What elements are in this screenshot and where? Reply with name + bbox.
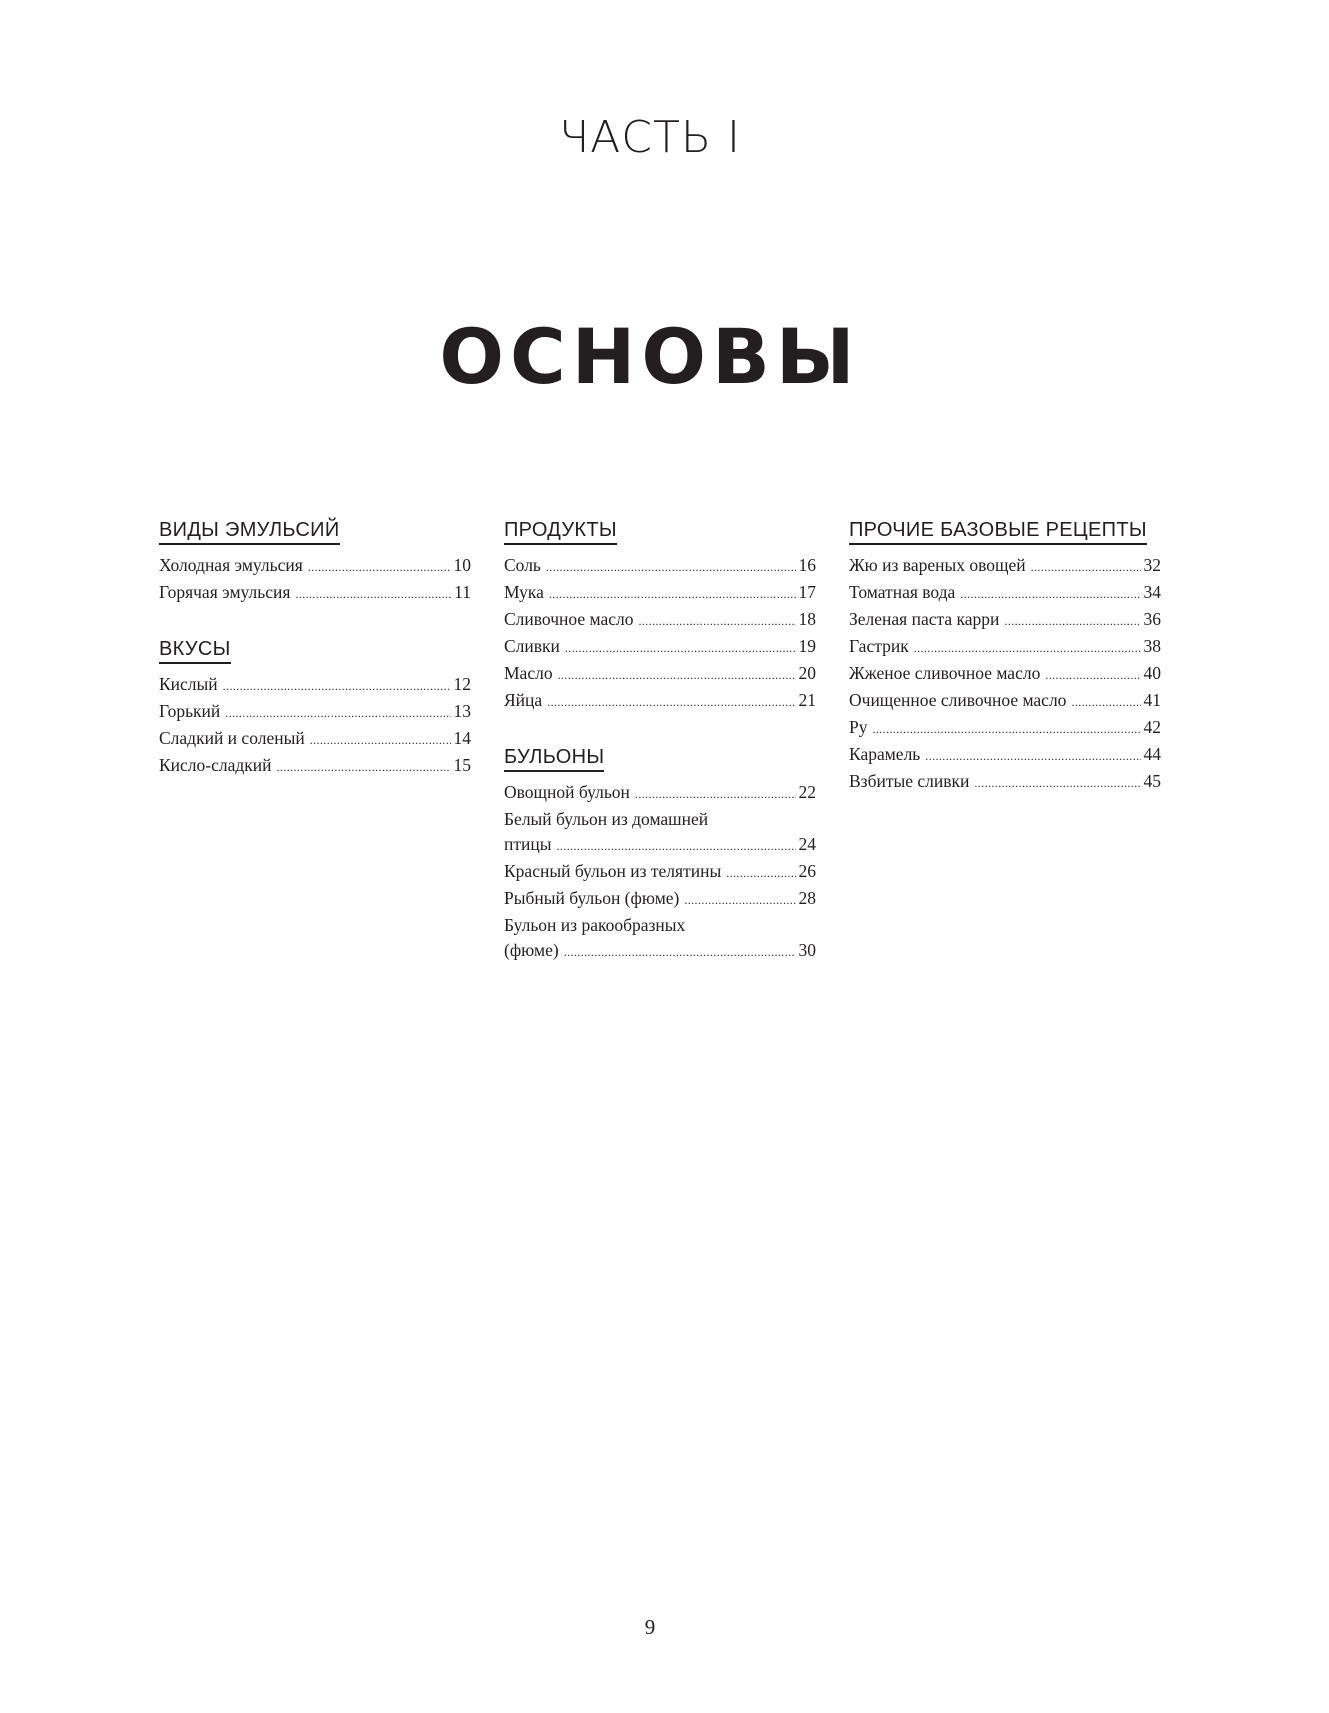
entry-label-line1: Бульон из ракообразных [504,915,686,935]
dot-leader [295,582,451,607]
entry-label: (фюме) [504,940,559,960]
entry-page: 18 [798,609,816,629]
toc-entry[interactable] [504,580,816,607]
entry-label: Гастрик [849,636,909,656]
dot-leader [549,582,796,607]
entry-label: Кисло-сладкий [159,755,272,775]
entry-label: Жженое сливочное масло [849,663,1041,683]
toc-entry[interactable] [504,661,816,688]
entry-label: Яйца [504,690,543,710]
chapter-title: ОСНОВЫ [439,312,861,401]
toc-entry[interactable] [849,742,1161,769]
entry-page: 17 [798,582,816,602]
entry-page: 11 [454,582,471,602]
toc-entry[interactable] [504,634,816,661]
entry-page: 40 [1143,663,1161,683]
entry-label: Взбитые сливки [849,771,970,791]
entry-page: 42 [1143,717,1161,737]
entry-page: 36 [1143,609,1161,629]
entry-label: Холодная эмульсия [159,555,303,575]
entry-label: Сладкий и соленый [159,728,305,748]
dot-leader [546,555,796,580]
toc-entry[interactable] [849,607,1161,634]
dot-leader [564,940,796,965]
toc-section [504,745,816,965]
section-heading: ВИДЫ ЭМУЛЬСИЙ [159,518,340,545]
dot-leader [1045,663,1140,688]
dot-leader [223,674,451,699]
toc-section [159,637,471,780]
part-label: ЧАСТЬ I [558,112,741,163]
entry-label-line1: Белый бульон из домашней [504,809,709,829]
toc-entry[interactable] [504,807,816,859]
entry-page: 30 [798,940,816,960]
entry-page: 13 [453,701,471,721]
entry-label: Горячая эмульсия [159,582,291,602]
entry-page: 19 [798,636,816,656]
dot-leader [310,728,451,753]
toc-section [849,518,1161,796]
toc-section [159,518,471,607]
section-heading: ВКУСЫ [159,637,231,664]
entry-label: Рыбный бульон (фюме) [504,888,680,908]
toc-entry[interactable] [159,726,471,753]
dot-leader [635,782,796,807]
entry-page: 26 [798,861,816,881]
dot-leader [914,636,1141,661]
toc-entry[interactable] [159,753,471,780]
dot-leader [308,555,451,580]
entry-page: 28 [798,888,816,908]
toc-entry[interactable] [849,688,1161,715]
entry-page: 22 [798,782,816,802]
dot-leader [225,701,450,726]
dot-leader [277,755,451,780]
toc-entry[interactable] [849,634,1161,661]
entry-page: 34 [1143,582,1161,602]
entry-page: 20 [798,663,816,683]
entry-page: 24 [798,834,816,854]
toc-column-3 [849,518,1161,826]
toc-entry[interactable] [849,661,1161,688]
toc-entry[interactable] [849,715,1161,742]
toc-entry-continuation [504,832,816,859]
entry-page: 15 [453,755,471,775]
entry-label: Зеленая паста карри [849,609,1000,629]
dot-leader [726,861,795,886]
toc-entry[interactable] [159,580,471,607]
toc-entry[interactable] [849,580,1161,607]
toc-column-2 [504,518,816,995]
entry-page: 14 [453,728,471,748]
toc-entry[interactable] [159,699,471,726]
dot-leader [558,663,796,688]
toc-entry[interactable] [504,913,816,965]
dot-leader [638,609,795,634]
dot-leader [872,717,1140,742]
section-heading: БУЛЬОНЫ [504,745,604,772]
toc-entry[interactable] [504,607,816,634]
entry-label: Кислый [159,674,218,694]
entry-label: Сливочное масло [504,609,634,629]
entry-page: 32 [1143,555,1161,575]
entry-page: 44 [1143,744,1161,764]
toc-entry[interactable] [504,859,816,886]
dot-leader [1004,609,1140,634]
entry-page: 45 [1143,771,1161,791]
toc-section [504,518,816,715]
toc-column-1 [159,518,471,810]
dot-leader [974,771,1140,796]
toc-entry[interactable] [849,553,1161,580]
section-heading: ПРОЧИЕ БАЗОВЫЕ РЕЦЕПТЫ [849,518,1147,545]
toc-entry[interactable] [849,769,1161,796]
dot-leader [1071,690,1140,715]
entry-label: Сливки [504,636,560,656]
toc-entry[interactable] [504,553,816,580]
dot-leader [1031,555,1141,580]
entry-label: Красный бульон из телятины [504,861,722,881]
entry-label: Карамель [849,744,921,764]
entry-label: Масло [504,663,553,683]
dot-leader [547,690,795,715]
dot-leader [684,888,795,913]
dot-leader [960,582,1140,607]
dot-leader [925,744,1140,769]
entry-label: Горький [159,701,221,721]
entry-page: 12 [453,674,471,694]
entry-label: Жю из вареных овощей [849,555,1026,575]
entry-page: 10 [453,555,471,575]
dot-leader [565,636,796,661]
toc-entry-continuation [504,938,816,965]
entry-label: Соль [504,555,541,575]
toc-entry[interactable] [159,672,471,699]
entry-page: 21 [798,690,816,710]
page-number: 9 [644,1615,656,1639]
entry-page: 16 [798,555,816,575]
toc-entry[interactable] [159,553,471,580]
entry-label: Мука [504,582,544,602]
dot-leader [557,834,796,859]
entry-label: Томатная вода [849,582,956,602]
entry-label: Очищенное сливочное масло [849,690,1067,710]
toc-entry[interactable] [504,688,816,715]
entry-label: Овощной бульон [504,782,630,802]
section-heading: ПРОДУКТЫ [504,518,617,545]
entry-page: 41 [1143,690,1161,710]
entry-label: Ру [849,717,868,737]
entry-page: 38 [1143,636,1161,656]
toc-entry[interactable] [504,780,816,807]
toc-entry[interactable] [504,886,816,913]
entry-label: птицы [504,834,552,854]
